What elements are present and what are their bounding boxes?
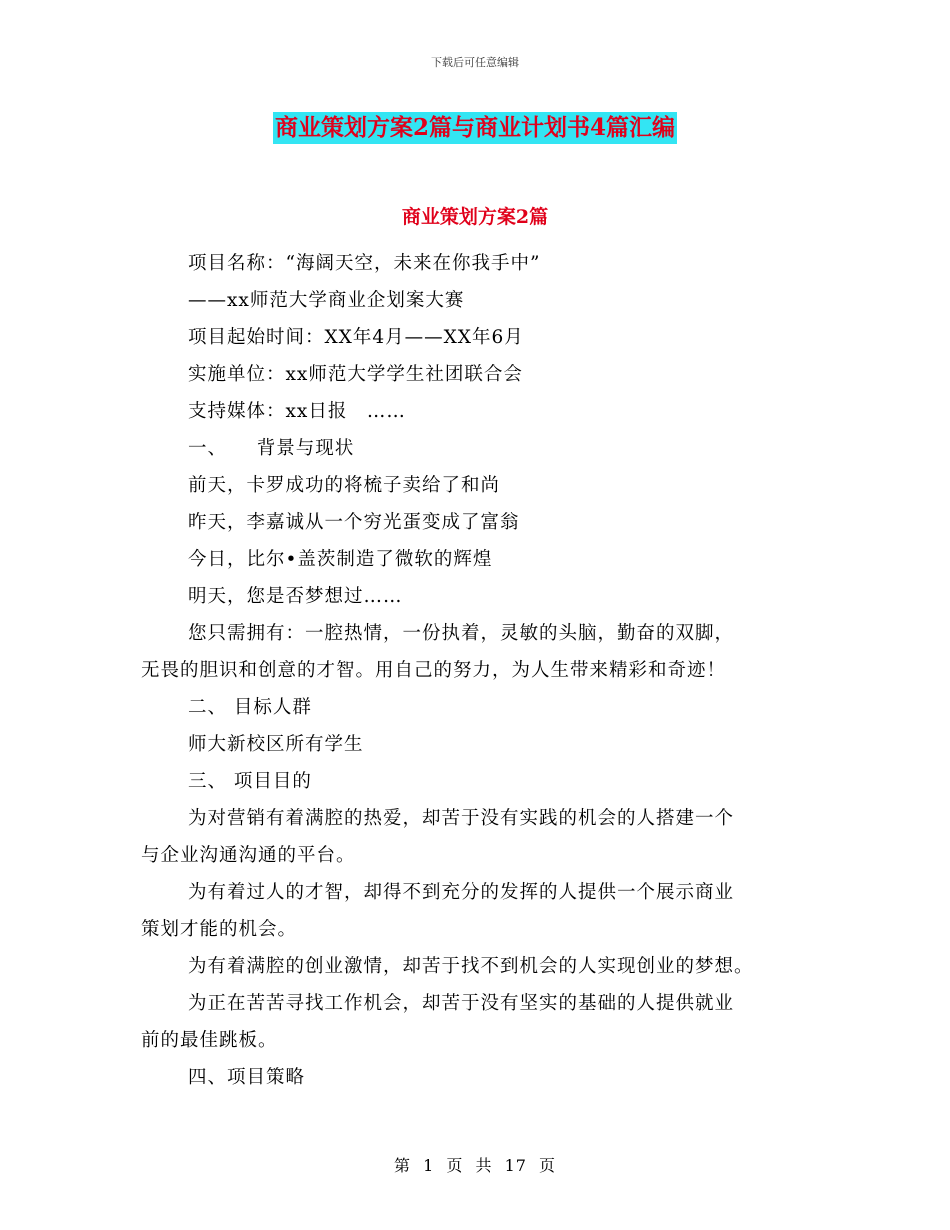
paragraph-line: 无畏的胆识和创意的才智。用自己的努力，为人生带来精彩和奇迹！ <box>141 660 727 681</box>
paragraph-line: 昨天，李嘉诚从一个穷光蛋变成了富翁 <box>188 512 520 533</box>
page-footer <box>0 1153 950 1176</box>
paragraph-line: 前天，卡罗成功的将梳子卖给了和尚 <box>188 475 501 496</box>
paragraph-line: 为对营销有着满腔的热爱，却苦于没有实践的机会的人搭建一个 <box>188 808 735 829</box>
section-heading-target: 二、 目标人群 <box>188 697 312 718</box>
total-pages-number: 17 <box>504 1156 527 1175</box>
footer-label-total: 共 <box>475 1156 493 1175</box>
paragraph-line: 您只需拥有：一腔热情，一份执着，灵敏的头脑，勤奋的双脚， <box>188 623 735 644</box>
document-title: 商业策划方案2篇与商业计划书4篇汇编 <box>273 112 677 144</box>
section-title: 商业策划方案2篇 <box>401 206 549 228</box>
paragraph-line: 今日，比尔•盖茨制造了微软的辉煌 <box>188 549 493 570</box>
current-page-number: 1 <box>423 1156 435 1175</box>
footer-label-unit: 页 <box>446 1156 464 1175</box>
paragraph-line: 策划才能的机会。 <box>141 919 298 940</box>
contest-name-line: ——xx师范大学商业企划案大赛 <box>188 290 465 311</box>
section-heading-strategy: 四、项目策略 <box>188 1067 306 1088</box>
footer-label-unit-2: 页 <box>539 1156 557 1175</box>
document-title-wrapper <box>0 112 950 144</box>
project-name-line: 项目名称：“海阔天空，未来在你我手中” <box>188 253 541 274</box>
paragraph-line: 明天，您是否梦想过…… <box>188 586 403 607</box>
paragraph-line: 前的最佳跳板。 <box>141 1030 278 1051</box>
organizer-line: 实施单位：xx师范大学学生社团联合会 <box>188 364 523 385</box>
paragraph-line: 为正在苦苦寻找工作机会，却苦于没有坚实的基础的人提供就业 <box>188 993 735 1014</box>
paragraph-line: 为有着过人的才智，却得不到充分的发挥的人提供一个展示商业 <box>188 882 735 903</box>
project-period-line: 项目起始时间：XX年4月——XX年6月 <box>188 327 524 348</box>
body-content <box>141 245 811 1096</box>
section-heading-purpose: 三、 项目目的 <box>188 771 312 792</box>
footer-label-page: 第 <box>393 1156 411 1175</box>
section-heading-background: 一、 背景与现状 <box>188 438 355 459</box>
paragraph-line: 师大新校区所有学生 <box>188 734 364 755</box>
header-note: 下载后可任意编辑 <box>431 56 519 69</box>
media-line: 支持媒体：xx日报 …… <box>188 401 406 422</box>
paragraph-line: 为有着满腔的创业激情，却苦于找不到机会的人实现创业的梦想。 <box>188 956 754 977</box>
paragraph-line: 与企业沟通沟通的平台。 <box>141 845 356 866</box>
